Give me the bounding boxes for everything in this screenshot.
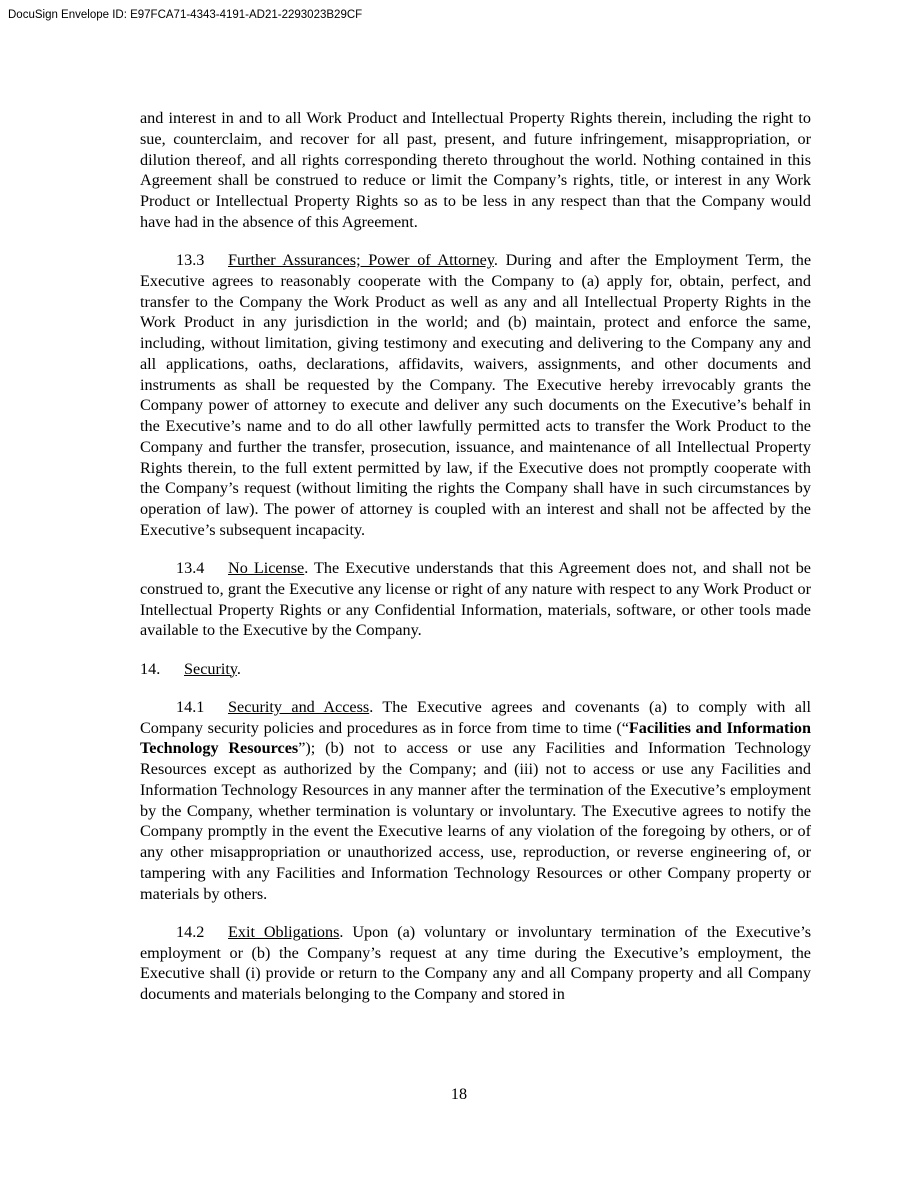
section-text: . The Executive agrees and covenants (a) to comply with all Company security policies and procedures as in force from time to time (“ [140, 697, 811, 737]
document-body [140, 108, 811, 1022]
section-text-continued: ”); (b) not to access or use any Facilities and Information Technology Resources except as authorized by the Company; and (iii) not to access or use any Facilities and Information Technology Resources in any manner after the termination of the Executive’s employment by the Company, whether termination is voluntary or involuntary. The Executive agrees to notify the Company promptly in the event the Executive learns of any violation of the foregoing by others, or of any other misappropriation or unauthorized access, use, reproduction, or reverse engineering of, or tampering with any Facilities and Information Technology Resources or other Company property or materials by others. [140, 739, 811, 903]
defined-term: Facilities and Information Technology Resources [140, 718, 811, 758]
section-13-3 [140, 250, 811, 541]
section-heading: Security [184, 659, 237, 678]
section-14-2 [140, 922, 811, 1005]
section-number: 13.4 [176, 559, 205, 577]
section-heading-suffix: . [236, 659, 241, 678]
continuation-paragraph: and interest in and to all Work Product and Intellectual Property Rights therein, including the right to sue, counterclaim, and recover for all past, present, and future infringement, misappropriation, or dilution thereof, and all rights corresponding thereto throughout the world. Nothing contained in this Agreement shall be construed to reduce or limit the Company’s rights, title, or interest in any Work Product or Intellectual Property Rights so as to be less in any respect than that the Company would have had in the absence of this Agreement. [140, 109, 811, 231]
section-number: 13.3 [176, 251, 205, 269]
section-14-heading [140, 659, 811, 680]
section-number: 14. [140, 659, 161, 678]
section-heading: Further Assurances; Power of Attorney [228, 251, 494, 269]
section-text: . Upon (a) voluntary or involuntary termination of the Executive’s employment or (b) the Company’s request at any time during the Executive’s employment, the Executive shall (i) provide or return to the Company any and all Company property and all Company documents and materials belonging to the Company and stored in [140, 922, 812, 1003]
section-text: . The Executive understands that this Agreement does not, and shall not be construed to, grant the Executive any license or right of any nature with respect to any Work Product or Intellectual Property Rights or any Confidential Information, materials, software, or other tools made available to the Executive by the Company. [140, 559, 811, 640]
envelope-id: DocuSign Envelope ID: E97FCA71-4343-4191-AD21-2293023B29CF [8, 9, 363, 21]
section-13-4 [140, 558, 811, 641]
section-heading: Exit Obligations [228, 922, 340, 941]
section-number: 14.1 [176, 697, 205, 716]
section-heading: Security and Access [228, 697, 370, 716]
section-number: 14.2 [176, 922, 205, 941]
page-number: 18 [450, 1085, 468, 1103]
section-text: . During and after the Employment Term, the Executive agrees to reasonably cooperate with the Company to (a) apply for, obtain, perfect, and transfer to the Company the Work Product as well as any and all Intellectual Property Rights in the Work Product in any jurisdiction in the world; and (b) maintain, protect and enforce the same, including, without limitation, giving testimony and executing and delivering to the Company any and all applications, oaths, declarations, affidavits, waivers, assignments, and other documents and instruments as shall be requested by the Company. The Executive hereby irrevocably grants the Company power of attorney to execute and deliver any such documents on the Executive’s behalf in the Executive’s name and to do all other lawfully permitted acts to transfer the Work Product to the Company and further the transfer, prosecution, issuance, and maintenance of all Intellectual Property Rights therein, to the full extent permitted by law, if the Executive does not promptly cooperate with the Company’s request (without limiting the rights the Company shall have in such circumstances by operation of law). The power of attorney is coupled with an interest and shall not be affected by the Executive’s subsequent incapacity. [140, 251, 812, 539]
section-14-1 [140, 697, 811, 905]
section-heading: No License [228, 559, 305, 577]
